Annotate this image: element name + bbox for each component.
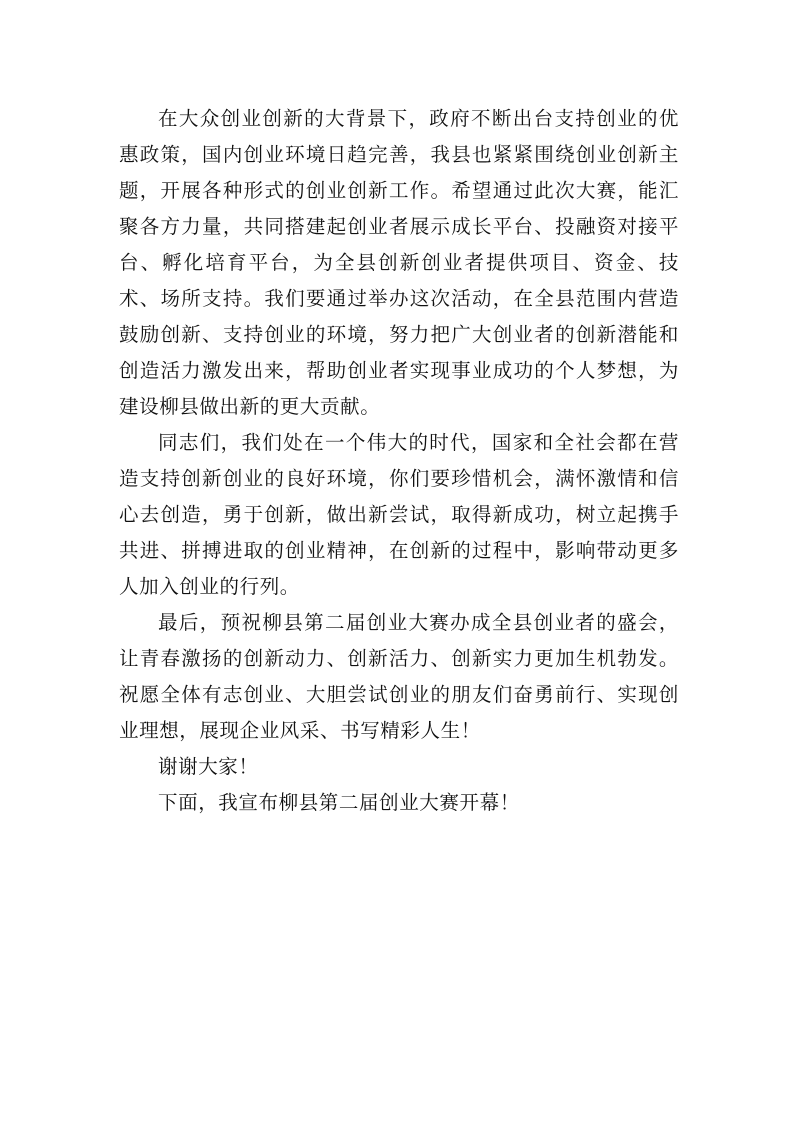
paragraph-4: 谢谢大家！	[158, 755, 259, 778]
paragraph-3: 最后，预祝柳县第二届创业大赛办成全县创业者的盛会，让青春激扬的创新动力、创新活力、创新实力更加生机勃发。祝愿全体有志创业、大胆尝试创业的朋友们奋勇前行、实现创业理想，展现企业风采、书写精彩人生！	[119, 611, 679, 742]
document-body	[119, 101, 679, 821]
paragraph-2: 同志们，我们处在一个伟大的时代，国家和全社会都在营造支持创新创业的良好环境，你们要珍惜机会，满怀激情和信心去创造，勇于创新，做出新尝试，取得新成功，树立起携手共进、拼搏进取的创业精神，在创新的过程中，影响带动更多人加入创业的行列。	[119, 431, 679, 598]
paragraph-1: 在大众创业创新的大背景下，政府不断出台支持创业的优惠政策，国内创业环境日趋完善，我县也紧紧围绕创业创新主题，开展各种形式的创业创新工作。希望通过此次大赛，能汇聚各方力量，共同搭建起创业者展示成长平台、投融资对接平台、孵化培育平台，为全县创新创业者提供项目、资金、技术、场所支持。我们要通过举办这次活动，在全县范围内营造鼓励创新、支持创业的环境，努力把广大创业者的创新潜能和创造活力激发出来，帮助创业者实现事业成功的个人梦想，为建设柳县做出新的更大贡献。	[119, 107, 679, 418]
paragraph-5: 下面，我宣布柳县第二届创业大赛开幕！	[158, 791, 520, 814]
